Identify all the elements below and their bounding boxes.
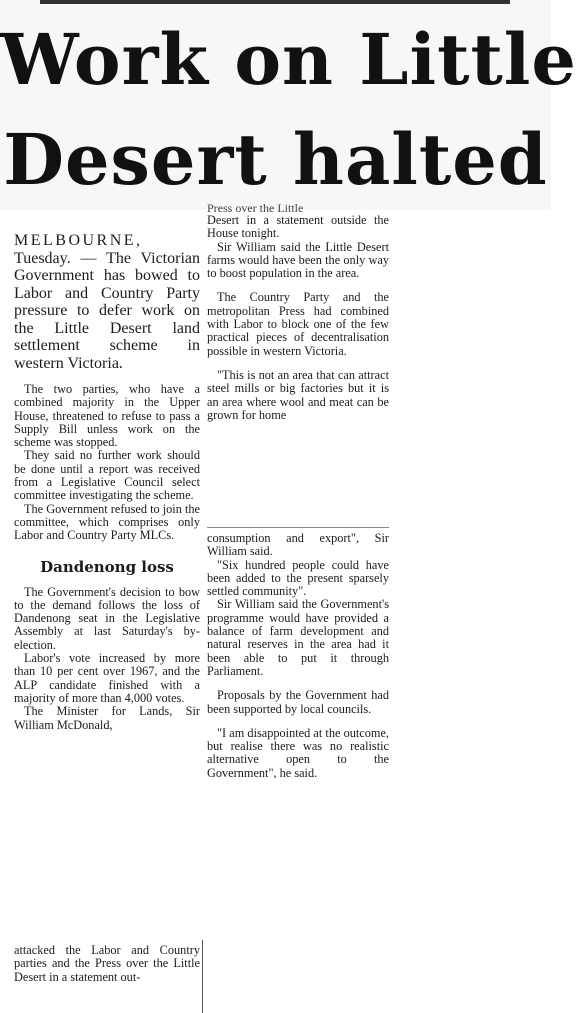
headline-area bbox=[0, 0, 577, 210]
column-divider bbox=[202, 940, 203, 1013]
headline-line-1: Work on Little bbox=[0, 18, 577, 101]
dateline: MELBOURNE, bbox=[14, 232, 143, 249]
cutoff-text: Press over the Little bbox=[207, 201, 304, 215]
paragraph-10: "Six hundred people could have been added to the present sparsely settled community". bbox=[207, 557, 389, 599]
column-b-break-rule bbox=[207, 527, 389, 528]
headline-line-2: Desert halted bbox=[3, 118, 548, 201]
paragraph-8: The Country Party and the metropolitan Press had combined with Labor to block one of the few practical pieces of decentralisation possible in western Victoria. bbox=[207, 290, 389, 358]
paragraph-13: "I am disappointed at the outcome, but realise there was no realistic alternative open to the Government", he said. bbox=[207, 725, 389, 780]
subheading: Dandenong loss bbox=[40, 557, 174, 576]
column-b-top-text: Desert in a statement outside the House tonight. bbox=[207, 213, 389, 241]
paragraph-5: Labor's vote increased by more than 10 per cent over 1967, and the ALP candidate finished with a majority of more than 4,000 votes. bbox=[14, 651, 200, 705]
paragraph-2: They said no further work should be done until a report was received from a Legislative Council select committee investigating the scheme. bbox=[14, 448, 200, 503]
paragraph-6: The Minister for Lands, Sir William McDonald, bbox=[14, 704, 200, 732]
top-rule bbox=[40, 0, 510, 4]
column-a bbox=[14, 232, 200, 732]
paragraph-7: Sir William said the Little Desert farms would have been the only way to boost population in the area. bbox=[207, 239, 389, 281]
paragraph-12: Proposals by the Government had been supported by local councils. bbox=[207, 688, 389, 716]
column-b bbox=[207, 214, 389, 422]
column-b-continued bbox=[207, 532, 389, 780]
paragraph-9: "This is not an area that can attract steel mills or big factories but it is an area where wool and meat can be grown for home bbox=[207, 367, 389, 422]
paragraph-9-continued: consumption and export", Sir William said. bbox=[207, 531, 389, 559]
lead-text: Tuesday. — The Victorian Government has bowed to Labor and Country Party pressure to defer work on the Little Desert land settlement scheme in western Victoria. bbox=[14, 249, 200, 372]
lead-paragraph bbox=[14, 232, 200, 372]
paragraph-11: Sir William said the Government's programme would have provided a balance of farm development and natural reserves in the area had it been able to put it through Parliament. bbox=[207, 597, 389, 678]
column-a-continued bbox=[14, 944, 200, 984]
paragraph-4: The Government's decision to bow to the demand follows the loss of Dandenong seat in the Legislative Assembly at last Saturday's by-election. bbox=[14, 584, 200, 652]
paragraph-3: The Government refused to join the committee, which comprises only Labor and Country Party MLCs. bbox=[14, 501, 200, 543]
paragraph-1: The two parties, who have a combined majority in the Upper House, threatened to refuse to pass a Supply Bill unless work on the scheme was stopped. bbox=[14, 382, 200, 450]
paragraph-6-continued: attacked the Labor and Country parties and the Press over the Little Desert in a statement out- bbox=[14, 943, 200, 984]
